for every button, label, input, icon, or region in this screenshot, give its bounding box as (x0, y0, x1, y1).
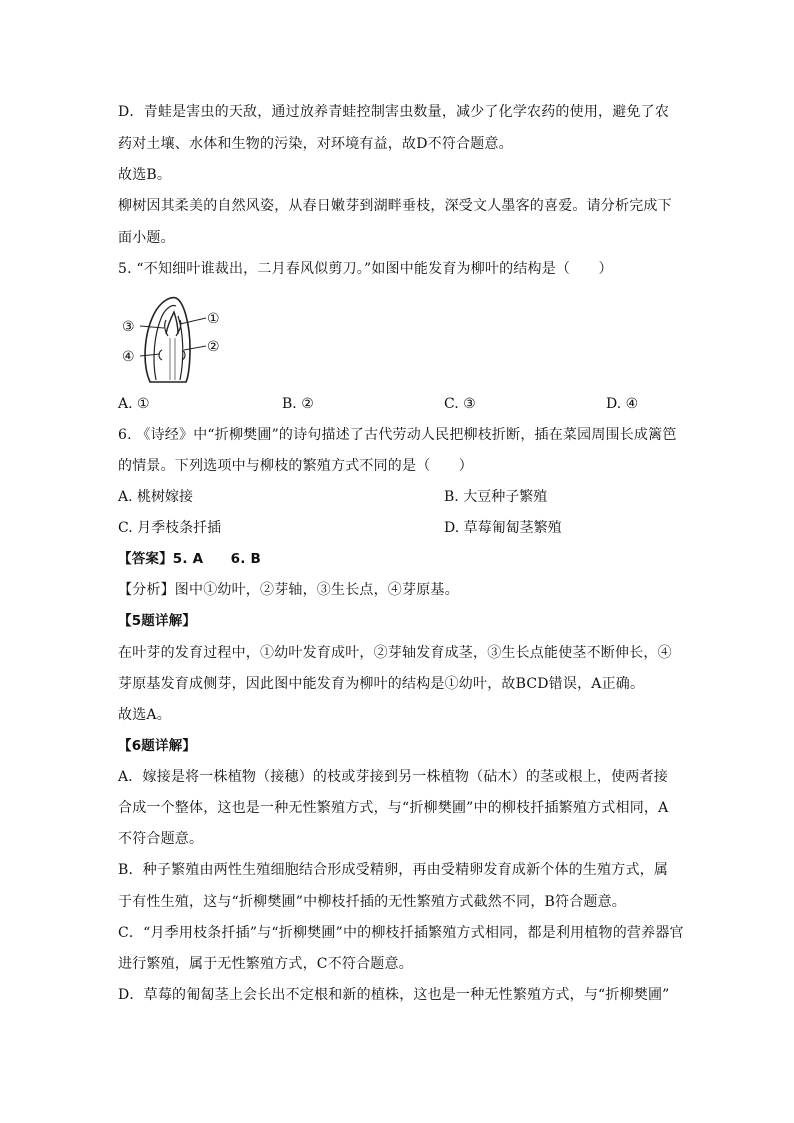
section-heading-6: 【6题详解】 (118, 738, 197, 754)
text-line: D．青蛙是害虫的天敌，通过放养青蛙控制害虫数量，减少了化学农药的使用，避免了农 (118, 104, 670, 120)
q5-option-d: D. ④ (606, 396, 639, 412)
q6-option-c: C. 月季枝条扦插 (118, 520, 222, 536)
text-line: 药对土壤、水体和生物的污染，对环境有益，故D不符合题意。 (118, 136, 513, 152)
label-4: ④ (122, 349, 135, 365)
text-line: C．“月季用枝条扦插”与“折柳樊圃”中的柳枝扦插繁殖方式相同，都是利用植物的营养器官 (118, 925, 684, 941)
q6-option-a: A. 桃树嫁接 (118, 489, 194, 505)
text-line: 进行繁殖，属于无性繁殖方式，C不符合题意。 (118, 956, 413, 972)
text-line: 故选A。 (118, 707, 171, 723)
text-line: 芽原基发育成侧芽，因此图中能发育为柳叶的结构是①幼叶，故BCD错误，A正确。 (118, 676, 645, 692)
text-line: 在叶芽的发育过程中，①幼叶发育成叶，②芽轴发育成茎，③生长点能使茎不断伸长，④ (118, 645, 672, 661)
section-heading-5: 【5题详解】 (118, 613, 197, 629)
q6-option-d: D. 草莓匍匐茎繁殖 (444, 520, 562, 536)
label-1: ① (207, 311, 220, 327)
text-line: B．种子繁殖由两性生殖细胞结合形成受精卵，再由受精卵发育成新个体的生殖方式，属 (118, 862, 669, 878)
q6-option-b: B. 大豆种子繁殖 (444, 489, 548, 505)
q5-option-c: C. ③ (444, 396, 476, 412)
q5-option-b: B. ② (282, 396, 314, 412)
answer-line: 【答案】5. A 6. B (118, 551, 261, 567)
leaf-bud-figure (118, 294, 230, 386)
q5-option-a: A. ① (118, 396, 150, 412)
text-line: 故选B。 (118, 167, 172, 183)
question-6-stem: 6. 《诗经》中“折柳樊圃”的诗句描述了古代劳动人民把柳枝折断，插在菜园周围长成篱笆 (118, 427, 677, 443)
question-5-stem: 5. “不知细叶谁裁出，二月春风似剪刀。”如图中能发育为柳叶的结构是（ ） (118, 261, 613, 277)
text-line: 不符合题意。 (118, 831, 204, 847)
label-2: ② (207, 339, 220, 355)
leaf-bud-diagram (118, 294, 230, 386)
question-6-stem: 的情景。下列选项中与柳枝的繁殖方式不同的是（ ） (118, 458, 473, 474)
text-line: 面小题。 (118, 230, 175, 246)
text-line: A．嫁接是将一株植物（接穗）的枝或芽接到另一株植物（砧木）的茎或根上，使两者接 (118, 769, 668, 785)
text-line: D．草莓的匍匐茎上会长出不定根和新的植株，这也是一种无性繁殖方式，与“折柳樊圃” (118, 987, 670, 1003)
text-line: 合成一个整体，这也是一种无性繁殖方式，与“折柳樊圃”中的柳枝扦插繁殖方式相同，A (118, 800, 669, 816)
text-line: 柳树因其柔美的自然风姿，从春日嫩芽到湖畔垂枝，深受文人墨客的喜爱。请分析完成下 (118, 198, 672, 214)
analysis-line: 【分析】图中①幼叶，②芽轴，③生长点，④芽原基。 (118, 582, 459, 598)
text-line: 于有性生殖，这与“折柳樊圃”中柳枝扦插的无性繁殖方式截然不同，B符合题意。 (118, 894, 627, 910)
label-3: ③ (122, 319, 135, 335)
